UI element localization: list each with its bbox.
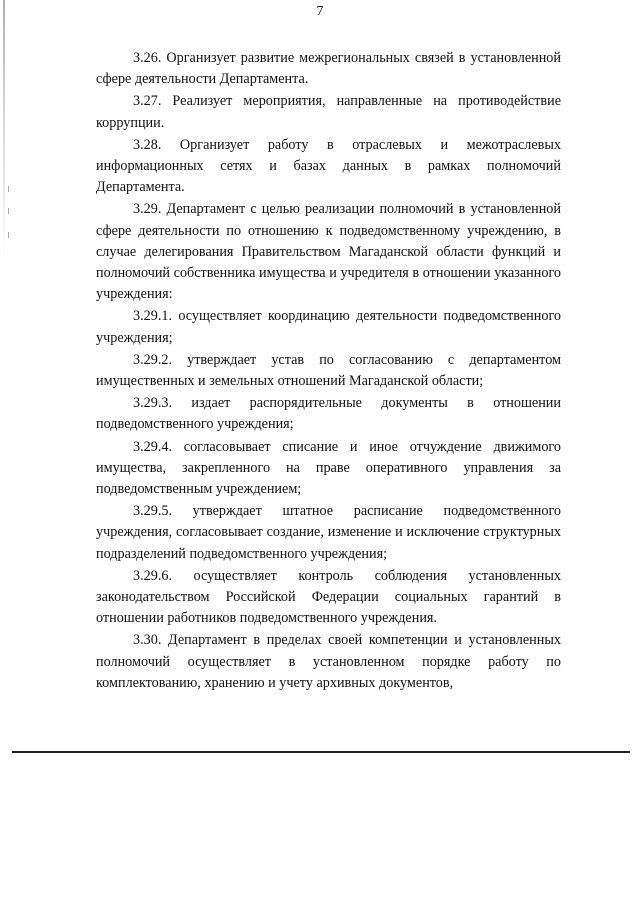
scan-edge-mark [3,0,5,260]
paragraph-3-30: 3.30. Департамент в пределах своей компетенции и установленных полномочий осуществляет в установленном порядке работу по комплектованию, хранению и учету архивных документов, [96,632,561,691]
scan-speck [8,232,9,238]
paragraph-3-29-3: 3.29.3. издает распорядительные документы в отношении подведомственного учреждения; [96,395,561,433]
document-body [96,48,561,694]
scan-speck [8,208,9,214]
paragraph-3-29-5: 3.29.5. утверждает штатное расписание подведомственного учреждения, согласовывает создание, изменение и исключение структурных подразделений подведомственного учреждения; [96,503,561,562]
page-bottom-rule [12,751,630,753]
paragraph-3-29-2: 3.29.2. утверждает устав по согласованию с департаментом имущественных и земельных отношений Магаданской области; [96,351,561,390]
page-number: 7 [316,4,324,19]
paragraph-3-29-4: 3.29.4. согласовывает списание и иное отчуждение движимого имущества, закрепленного на праве оперативного управления за подведомственным учреждением; [96,438,561,498]
paragraph-3-29: 3.29. Департамент с целью реализации полномочий в установленной сфере деятельности по отношению к подведомственному учреждению, в случае делегирования Правительством Магаданской области функций и полномочий собственника имущества и учредителя в отношении указанного учреждения: [96,201,561,303]
paragraph-3-29-6: 3.29.6. осуществляет контроль соблюдения установленных законодательством Российской Федерации социальных гарантий в отношении работников подведомственного учреждения. [96,567,561,627]
paragraph-3-28: 3.28. Организует работу в отраслевых и межотраслевых информационных сетях и базах данных в рамках полномочий Департамента. [96,136,561,196]
scan-speck [8,186,9,192]
paragraph-3-29-1: 3.29.1. осуществляет координацию деятельности подведомственного учреждения; [96,308,561,346]
paragraph-3-26: 3.26. Организует развитие межрегиональных связей в установленной сфере деятельности Департамента. [96,50,561,88]
paragraph-3-27: 3.27. Реализует мероприятия, направленные на противодействие коррупции. [96,93,561,131]
